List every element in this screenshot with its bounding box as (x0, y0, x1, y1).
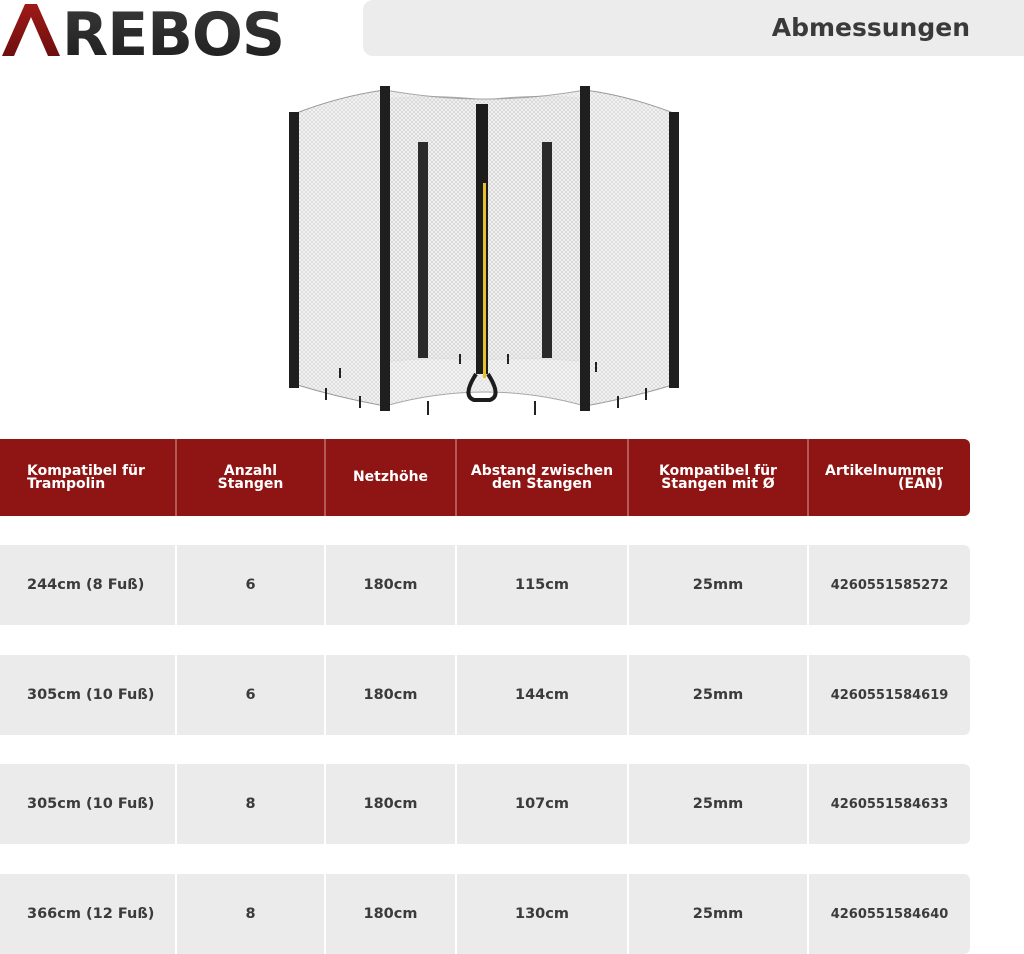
column-header: Anzahl Stangen (177, 439, 326, 516)
table-cell: 366cm (12 Fuß) (0, 874, 177, 954)
table-cell: 107cm (457, 764, 629, 844)
table-row (0, 655, 970, 735)
table-cell: 25mm (629, 545, 809, 625)
table-cell: 6 (177, 655, 326, 735)
column-header: Netzhöhe (326, 439, 457, 516)
table-cell: 25mm (629, 655, 809, 735)
table-cell: 144cm (457, 655, 629, 735)
table-cell: 4260551585272 (830, 577, 949, 593)
table-cell: 8 (177, 874, 326, 954)
table-cell: 25mm (629, 874, 809, 954)
table-cell: 4260551584633 (830, 796, 949, 812)
table-cell: 244cm (8 Fuß) (0, 545, 177, 625)
table-cell: 115cm (457, 545, 629, 625)
table-row (0, 545, 970, 625)
brand-logo (0, 0, 320, 62)
column-header: Kompatibel für Stangen mit Ø (629, 439, 809, 516)
table-cell: 305cm (10 Fuß) (0, 655, 177, 735)
table-cell: 180cm (326, 764, 457, 844)
table-cell: 6 (177, 545, 326, 625)
column-header: Abstand zwischen den Stangen (457, 439, 629, 516)
table-cell: 4260551584640 (830, 906, 949, 922)
table-cell: 8 (177, 764, 326, 844)
table-header (0, 439, 970, 516)
svg-text:REBOS: REBOS (62, 0, 285, 62)
trampoline-net-image (280, 78, 690, 423)
table-row (0, 764, 970, 844)
table-cell: 180cm (326, 655, 457, 735)
table-cell: 25mm (629, 764, 809, 844)
table-cell: 305cm (10 Fuß) (0, 764, 177, 844)
table-cell: 4260551584619 (830, 687, 949, 703)
table-cell: 180cm (326, 874, 457, 954)
page-title: Abmessungen (771, 13, 970, 42)
table-cell: 180cm (326, 545, 457, 625)
column-header: Kompatibel für Trampolin (0, 439, 177, 516)
table-cell: 130cm (457, 874, 629, 954)
table-row (0, 874, 970, 954)
title-bar (363, 0, 1024, 56)
column-header: Artikelnummer (EAN) (825, 462, 943, 492)
